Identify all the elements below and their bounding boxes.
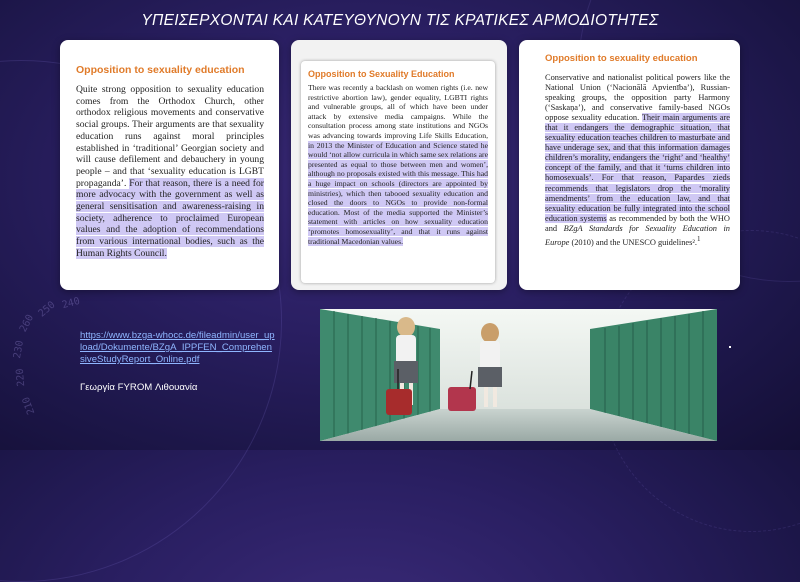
schoolchildren-hallway-photo	[320, 309, 717, 441]
card-text: There was recently a backlash on women rights (i.e. new restrictive abortion law), gender equality, LGBTI rights and vulnerable groups, all of which have been under attack by extensive media campaigns. While the consultation process among state institutions and NGOs was advancing towards improving Life Skills Education,	[308, 83, 488, 140]
background-dial-numbers	[10, 295, 160, 450]
dial-number: 220	[14, 368, 28, 387]
card-text-end: (2010) and the UNESCO guidelines².	[569, 237, 697, 247]
dial-number: 260	[17, 312, 37, 335]
slide-title: ΥΠΕΙΣΕΡΧΟΝΤΑΙ ΚΑΙ ΚΑΤΕΥΘΥΝΟΥΝ ΤΙΣ ΚΡΑΤΙΚΕΣ ΑΡΜΟΔΙΟΤΗΤΕΣ	[141, 12, 659, 29]
footnote-ref: 1	[697, 234, 701, 243]
decorative-dot	[729, 346, 731, 348]
card-body	[76, 84, 264, 260]
highlighted-text: in 2013 the Minister of Education and Science stated he would ‘not allow curricula in which same sex relations are presented as equal to those between men and women’, although no proposals existed with this message. This had a huge impact on schools (directors are appointed by ministries), which then tabooed sexuality education and closed the doors to NGOs to provide non-formal education. Most of the media supported the Minister’s statement with articles on how sexuality education ‘promotes homosexuality’, and that it runs against traditional Macedonian values.	[308, 140, 488, 246]
source-link[interactable]: https://www.bzga-whocc.de/fileadmin/user_upload/Dokumente/BZgA_IPPFEN_ComprehensiveStudyReport_Online.pdf	[80, 330, 275, 365]
card-body	[545, 73, 730, 248]
dial-number: 210	[20, 395, 38, 416]
dial-number: 230	[12, 339, 27, 360]
card-heading: Opposition to sexuality education	[76, 64, 245, 76]
card-text: Conservative and nationalist political powers like the National Union (‘Nacionālā Apvienība’), Russian-speaking groups, the opposition party Harmony (‘Saskaņa’), and conservative family-based NGOs oppose sexuality education.	[545, 73, 730, 123]
highlighted-text: For that reason, there is a need for more advocacy with the government as well as general sensitisation and awareness-raising in society, adherence to proclaimed European values and the adoption of recommendations from various international bodies, such as the Human Rights Council.	[76, 177, 264, 259]
card-fyrom	[291, 40, 507, 290]
card-inner-panel	[301, 61, 495, 283]
dial-number: 240	[60, 295, 82, 312]
photo-illustration	[320, 309, 717, 441]
card-text-after: as recommended by both the WHO and	[545, 213, 730, 233]
card-body	[308, 83, 488, 246]
card-georgia	[60, 40, 279, 290]
dial-number: 250	[36, 299, 58, 320]
card-latvia	[519, 40, 740, 290]
countries-caption: Γεωργία FYROM Λιθουανία	[80, 382, 198, 393]
card-heading: Opposition to sexuality education	[545, 53, 698, 64]
card-text-italic: BZgA Standards for Sexuality Education in Europe	[545, 223, 730, 247]
card-text: Quite strong opposition to sexuality education comes from the Orthodox Church, other orthodox religious movements and conservative social groups. Their arguments are that sexuality education runs against moral principles established in ‘traditional’ Georgian society and will cause defilement and debauchery in young people – and that ‘sexuality education is LGBT propaganda’.	[76, 84, 264, 189]
card-heading: Opposition to Sexuality Education	[308, 69, 455, 79]
highlighted-text: Their main arguments are that it endangers the demographic situation, that sexuality education teaches children to masturbate and have underage sex, and that this information damages children’s morality, endangers the ‘right’ and ‘healthy’ concept of the family, and that it ‘turns children into homosexuals’. For that reason, Papardes zieds recommends that legislators drop the ‘morality amendments’ from the education law, and that sexuality education be fully integrated into the school education systems	[545, 113, 730, 223]
